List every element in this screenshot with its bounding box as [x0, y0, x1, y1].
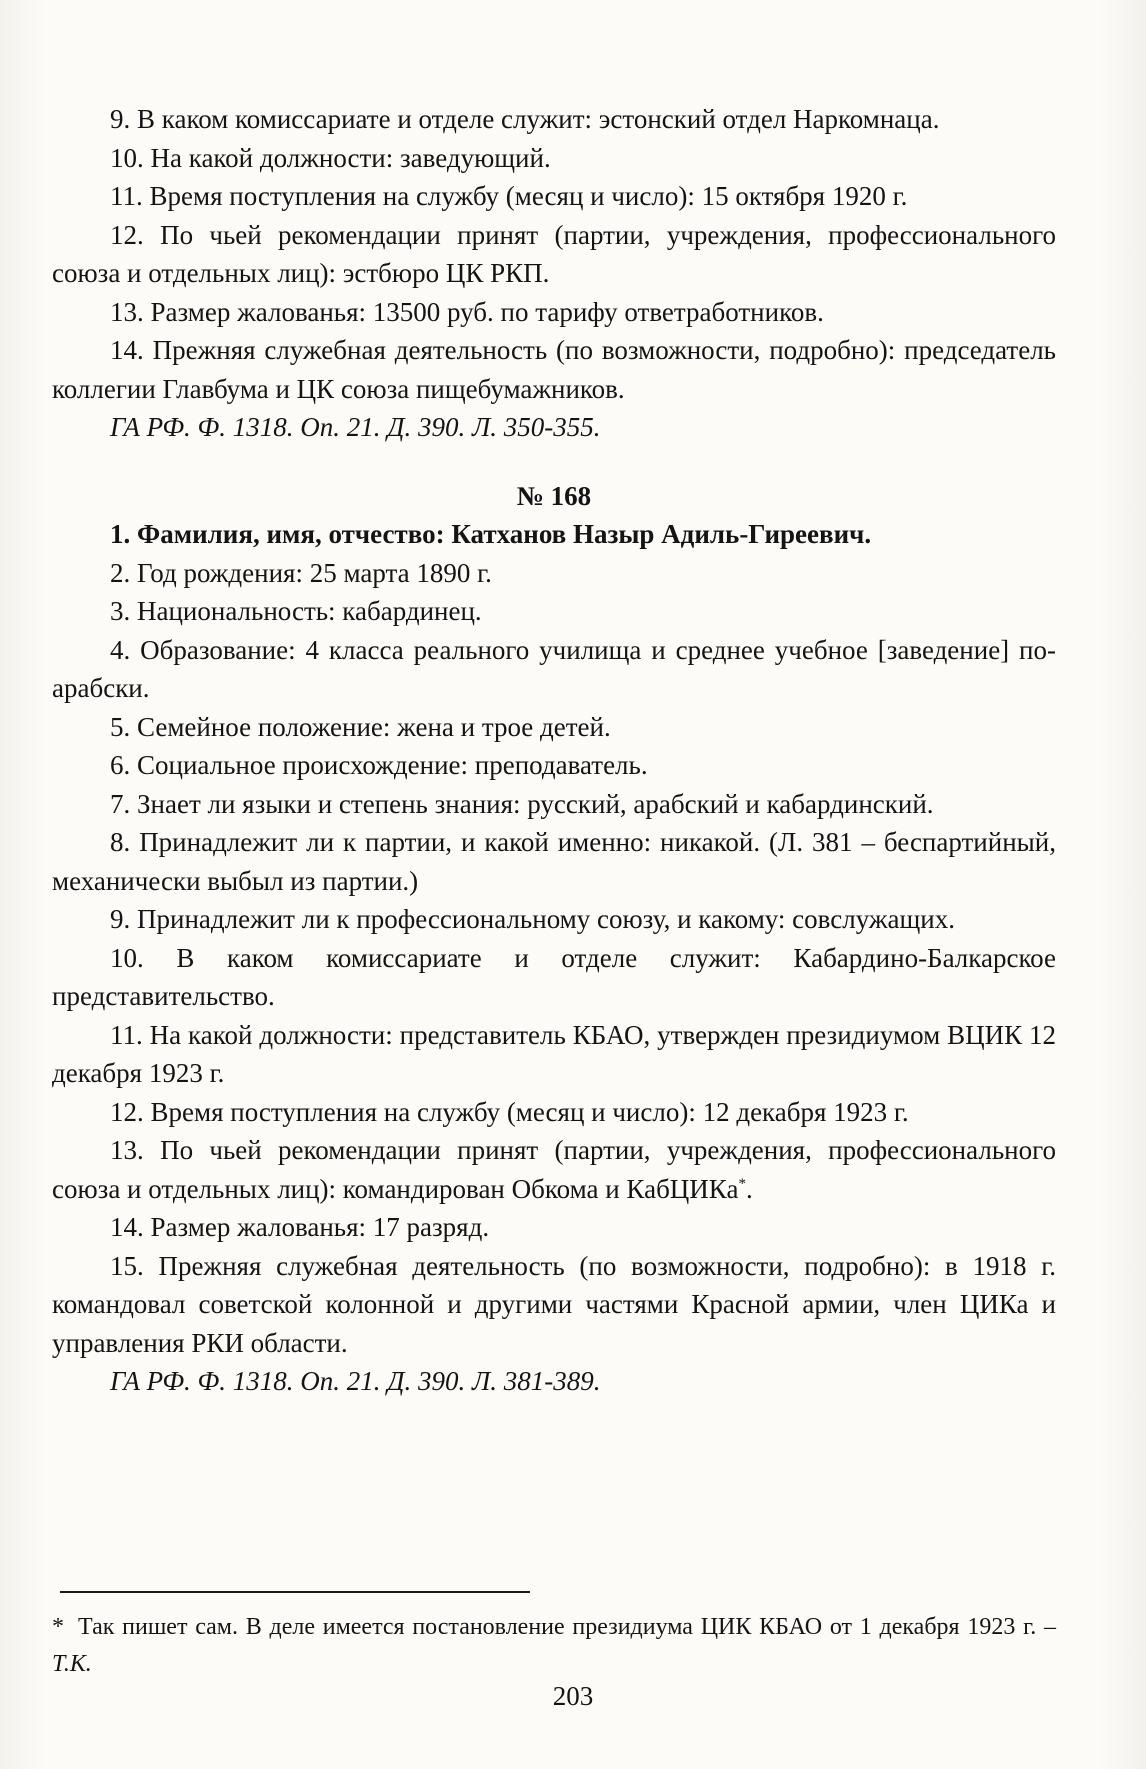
recommendation-text: 13. По чьей рекомендации принят (партии, учреждения, профессионального союза и отдельных лиц): командирован Обкома и КабЦИКа [52, 1135, 1056, 1204]
document-number-heading: № 168 [516, 480, 592, 511]
footnote [52, 1609, 1056, 1683]
archive-source-citation: ГА РФ. Ф. 1318. Оп. 21. Д. 390. Л. 350-355. [110, 412, 601, 442]
page-number: 203 [552, 1681, 594, 1711]
footnote-reference: * [738, 1175, 746, 1192]
paragraph-languages: 7. Знает ли языки и степень знания: русский, арабский и кабардинский. [110, 788, 934, 819]
paragraph-item-9: 9. В каком комиссариате и отделе служит: эстонский отдел Наркомнаца. [110, 104, 940, 134]
paragraph-party: 8. Принадлежит ли к партии, и какой именно: никакой. (Л. 381 – беспартийный, механически выбыл из партии.) [52, 827, 1056, 896]
paragraph-item-10: 10. На какой должности: заведующий. [110, 142, 551, 173]
footnote-divider [60, 1591, 530, 1593]
paragraph-recommendation [52, 1131, 1056, 1208]
paragraph-birth-year: 2. Год рождения: 25 марта 1890 г. [110, 557, 492, 588]
paragraph-item-12: 12. По чьей рекомендации принят (партии, учреждения, профессионального союза и отдельных лиц): эстбюро ЦК РКП. [52, 219, 1056, 288]
paragraph-salary: 14. Размер жалованья: 17 разряд. [110, 1212, 490, 1242]
paragraph-nationality: 3. Национальность: кабардинец. [110, 596, 482, 626]
paragraph-position: 11. На какой должности: представитель КБАО, утвержден президиумом ВЦИК 12 декабря 1923 г. [52, 1019, 1056, 1088]
footnote-initials: Т.К. [52, 1651, 92, 1677]
paragraph-item-11: 11. Время поступления на службу (месяц и число): 15 октября 1920 г. [110, 181, 908, 211]
paragraph-start-date: 12. Время поступления на службу (месяц и число): 12 декабря 1923 г. [110, 1096, 909, 1127]
paragraph-item-14: 14. Прежняя служебная деятельность (по возможности, подробно): председатель коллегии Главбума и ЦК союза пищебумажников. [52, 335, 1056, 404]
recommendation-period: . [745, 1173, 753, 1204]
page-body [52, 100, 1056, 1401]
paragraph-family: 5. Семейное положение: жена и трое детей. [110, 711, 611, 742]
paragraph-union: 9. Принадлежит ли к профессиональному союзу, и какому: совслужащих. [110, 904, 955, 934]
paragraph-item-13: 13. Размер жалованья: 13500 руб. по тарифу ответработников. [110, 296, 824, 327]
footnote-marker: * [52, 1614, 64, 1640]
paragraph-name-line: 1. Фамилия, имя, отчество: Катханов Назыр Адиль-Гиреевич. [110, 519, 872, 549]
footnote-text: Так пишет сам. В деле имеется постановление президиума ЦИК КБАО от 1 декабря 1923 г. – [78, 1614, 1056, 1640]
archive-source-citation: ГА РФ. Ф. 1318. Оп. 21. Д. 390. Л. 381-389. [110, 1366, 601, 1396]
paragraph-origin: 6. Социальное происхождение: преподаватель. [110, 750, 648, 780]
paragraph-commissariat: 10. В каком комиссариате и отделе служит: Кабардино-Балкарское представительство. [52, 942, 1056, 1011]
paragraph-education: 4. Образование: 4 класса реального училища и среднее учебное [заведение] по-арабски. [52, 634, 1056, 703]
paragraph-previous-work: 15. Прежняя служебная деятельность (по возможности, подробно): в 1918 г. командовал советской колонной и другими частями Красной армии, член ЦИКа и управления РКИ области. [52, 1250, 1056, 1358]
